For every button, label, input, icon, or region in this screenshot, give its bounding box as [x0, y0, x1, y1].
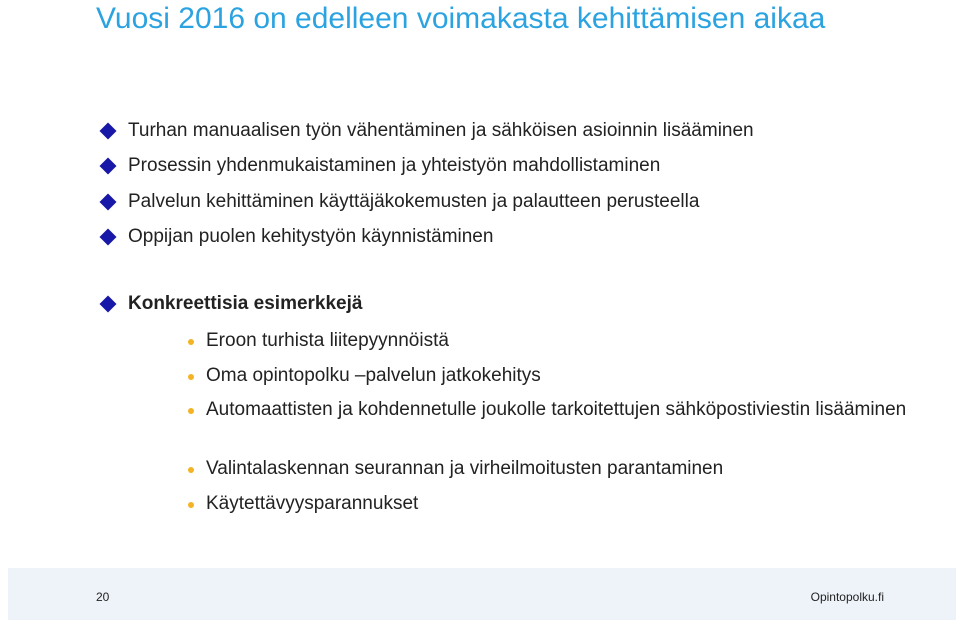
example-item — [206, 364, 936, 388]
dot-bullet-icon — [188, 339, 194, 345]
example-item — [206, 457, 936, 481]
example-text: Automaattisten ja kohdennetulle joukolle tarkoitettujen sähköpostiviestin lisääminen — [206, 399, 907, 420]
examples-heading-text: Konkreettisia esimerkkejä — [128, 293, 363, 314]
example-item — [206, 492, 936, 516]
dot-bullet-icon — [188, 374, 194, 380]
diamond-bullet-icon — [100, 123, 117, 140]
bullet-item — [96, 187, 699, 217]
bullet-text: Oppijan puolen kehitystyön käynnistäminen — [128, 226, 494, 247]
example-text: Valintalaskennan seurannan ja virheilmoitusten parantaminen — [206, 458, 724, 479]
dot-bullet-icon — [188, 502, 194, 508]
diamond-bullet-icon — [100, 158, 117, 175]
bullet-list — [96, 0, 936, 540]
example-text: Käytettävyysparannukset — [206, 493, 419, 514]
example-text: Eroon turhista liitepyynnöistä — [206, 330, 449, 351]
example-text: Oma opintopolku –palvelun jatkokehitys — [206, 365, 541, 386]
bullet-text: Palvelun kehittäminen käyttäjäkokemusten ja palautteen perusteella — [128, 191, 700, 212]
bullet-item — [96, 222, 493, 252]
bullet-text: Prosessin yhdenmukaistaminen ja yhteistyön mahdollistaminen — [128, 155, 661, 176]
bullet-item — [96, 116, 754, 146]
bullet-text: Turhan manuaalisen työn vähentäminen ja sähköisen asioinnin lisääminen — [128, 120, 754, 141]
diamond-bullet-icon — [100, 296, 117, 313]
slide-title: Vuosi 2016 on edelleen voimakasta kehittämisen aikaa — [96, 2, 826, 35]
examples-heading — [96, 289, 362, 319]
bullet-item — [96, 151, 660, 181]
dot-bullet-icon — [188, 408, 194, 414]
example-item — [206, 398, 936, 422]
dot-bullet-icon — [188, 467, 194, 473]
diamond-bullet-icon — [100, 229, 117, 246]
example-item — [206, 329, 936, 353]
page-number: 20 — [96, 590, 110, 604]
diamond-bullet-icon — [100, 194, 117, 211]
brand-name: Opintopolku.fi — [810, 590, 884, 604]
